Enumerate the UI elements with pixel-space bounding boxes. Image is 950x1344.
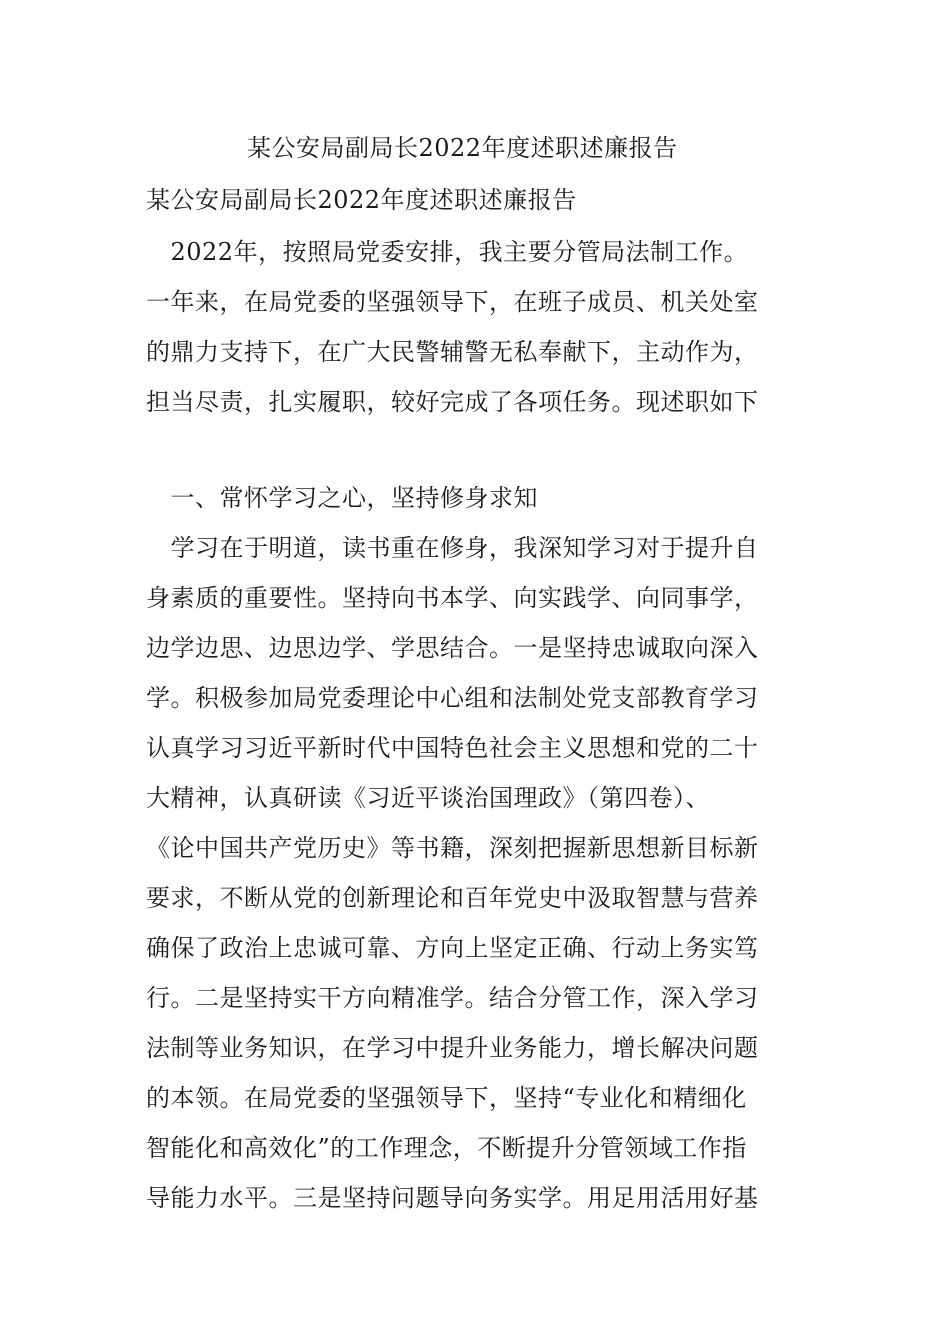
body-line: 法制等业务知识，在学习中提升业务能力，增长解决问题 <box>146 1034 759 1062</box>
intro-line: 的鼎力支持下，在广大民警辅警无私奉献下，主动作为， <box>146 338 759 366</box>
body-line: 身素质的重要性。坚持向书本学、向实践学、向同事学， <box>146 584 759 612</box>
body-line: 行。二是坚持实干方向精准学。结合分管工作，深入学习 <box>146 984 759 1012</box>
body-line: 《论中国共产党历史》等书籍，深刻把握新思想新目标新 <box>146 834 759 862</box>
body-line: 确保了政治上忠诚可靠、方向上坚定正确、行动上务实笃 <box>146 934 759 962</box>
document-subtitle: 某公安局副局长2022年度述职述廉报告 <box>146 186 577 214</box>
document-title: 某公安局副局长2022年度述职述廉报告 <box>247 134 678 162</box>
body-line: 智能化和高效化”的工作理念，不断提升分管领域工作指 <box>146 1134 747 1162</box>
intro-line: 一年来，在局党委的坚强领导下，在班子成员、机关处室 <box>146 288 759 316</box>
body-line: 导能力水平。三是坚持问题导向务实学。用足用活用好基 <box>146 1184 759 1212</box>
body-line: 认真学习习近平新时代中国特色社会主义思想和党的二十 <box>146 734 759 762</box>
body-line: 要求，不断从党的创新理论和百年党史中汲取智慧与营养 <box>146 884 759 912</box>
section-heading: 一、常怀学习之心，坚持修身求知 <box>146 484 538 512</box>
body-line: 学习在于明道，读书重在修身，我深知学习对于提升自 <box>146 534 759 562</box>
body-line: 大精神，认真研读《习近平谈治国理政》（第四卷）、 <box>146 784 710 812</box>
intro-line: 2022年，按照局党委安排，我主要分管局法制工作。 <box>146 238 749 266</box>
body-line: 边学边思、边思边学、学思结合。一是坚持忠诚取向深入 <box>146 634 759 662</box>
intro-line: 担当尽责，扎实履职，较好完成了各项任务。现述职如下 <box>146 388 759 416</box>
body-line: 的本领。在局党委的坚强领导下，坚持“专业化和精细化 <box>146 1084 747 1112</box>
body-line: 学。积极参加局党委理论中心组和法制处党支部教育学习 <box>146 684 759 712</box>
